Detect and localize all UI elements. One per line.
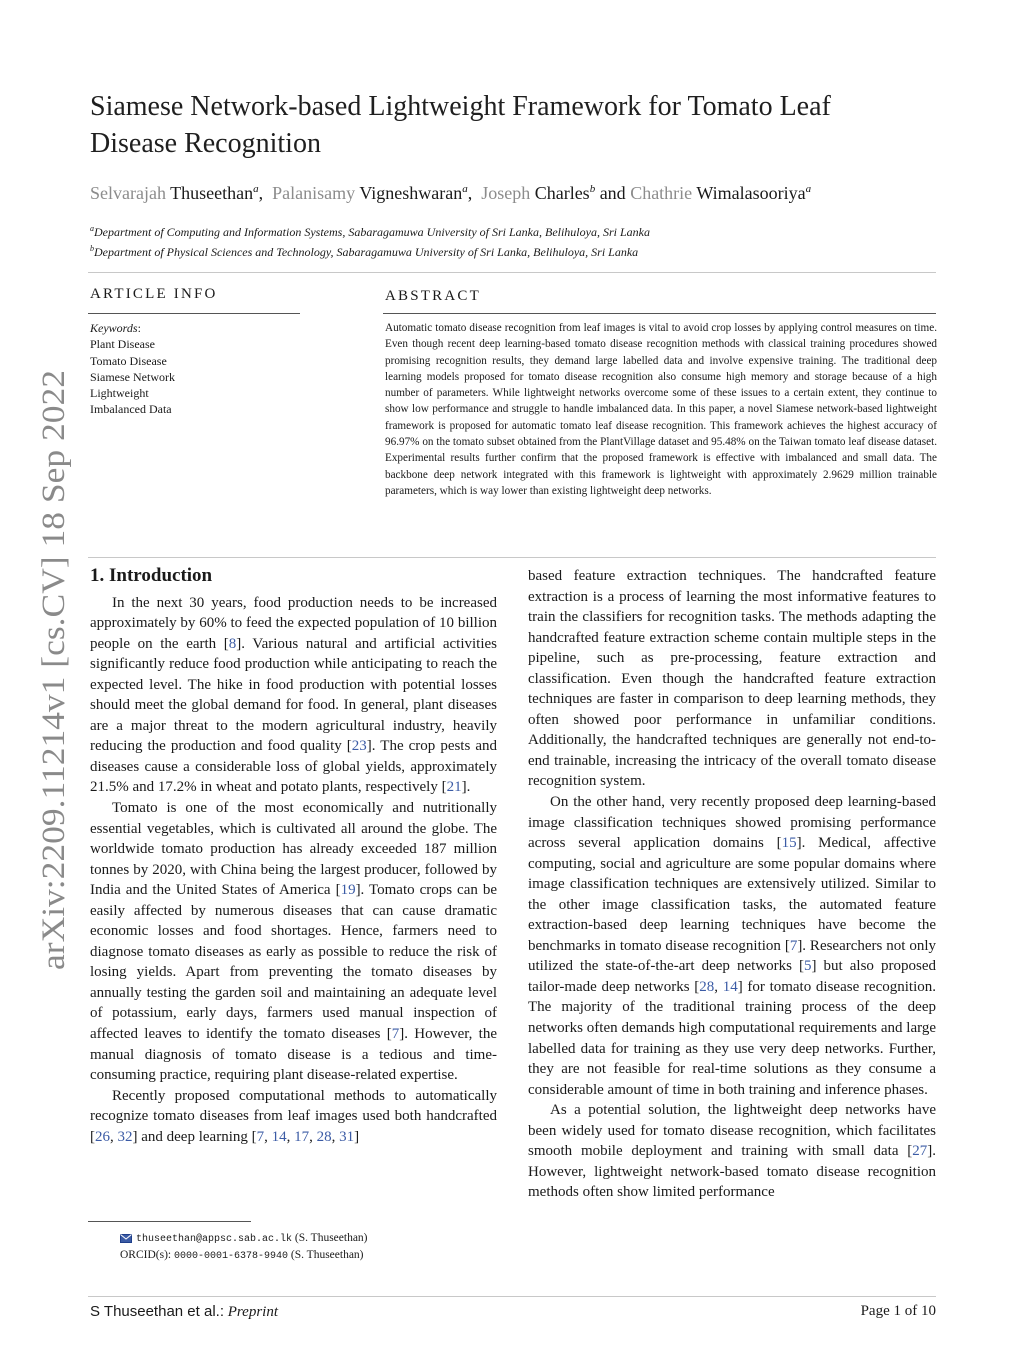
keywords-label: Keywords [90, 321, 138, 335]
footnote-orcid: ORCID(s): 0000-0001-6378-9940 (S. Thuseethan) [120, 1249, 364, 1262]
abstract-rule [383, 313, 936, 314]
abstract-divider [88, 557, 936, 558]
envelope-icon [120, 1234, 132, 1243]
keyword-item: Siamese Network [90, 369, 175, 384]
affiliation-b: $^b$Department of Physical Sciences and Technology, Sabaragamuwa University of Sri Lanka, Belihuloya, Sri Lanka [90, 244, 639, 259]
keyword-item: Imbalanced Data [90, 402, 172, 417]
footnote-rule [88, 1221, 251, 1222]
orcid-id[interactable]: 0000-0001-6378-9940 [174, 1251, 289, 1262]
abstract-heading: ABSTRACT [385, 288, 481, 304]
page-number: Page 1 of 10 [860, 1303, 936, 1319]
paragraph: based feature extraction techniques. The handcrafted feature extraction is a process of learning the most informative features to train the classifiers for recognition tasks. The methods adapting the handcrafted feature extraction scheme contain multiple steps in the pipeline, such as pre-processing, feature extraction and classification. Even though the handcrafted feature extraction techniques are faster in comparison to deep learning methods, they often showed poor performance in unfamiliar conditions. Additionally, the handcrafted techniques are generally not end-to-end trainable, increasing the intricacy of the overall tomato disease recognition system. [528, 568, 936, 790]
abstract-text: Automatic tomato disease recognition from leaf images is vital to avoid crop losses by applying control measures on time. Even though recent deep learning-based tomato disease recognition methods with classical training procedures showed promising recognition results, they demand large labelled data and involve expensive training. The traditional deep learning models proposed for tomato disease recognition also consume high memory and storage because of a high number of parameters. While lightweight networks overcome some of these issues to a certain extent, they continue to show low performance and struggle to handle imbalanced data. In this paper, a novel Siamese network-based lightweight framework is proposed for automatic tomato leaf disease recognition. This framework achieves the highest accuracy of 96.97% on the tomato subset obtained from the PlantVillage dataset and 95.48% on the Taiwan tomato leaf disease dataset. Experimental results further confirm that the proposed framework is effective with imbalanced and small data. The backbone deep network integrated with this framework is lightweight with approximately 2.9629 million trainable parameters, which is way lower than existing lightweight deep networks. [385, 322, 937, 497]
email-address[interactable]: thuseethan@appsc.sab.ac.lk [136, 1234, 293, 1245]
keyword-item: Plant Disease [90, 337, 155, 352]
arxiv-stamp [18, 365, 78, 970]
author-3: Joseph Charles$^b$ [481, 183, 596, 203]
intro-left-column [90, 566, 497, 1147]
paragraph: As a potential solution, the lightweight deep networks have been widely used for tomato disease recognition, which facilitates smooth mobile deployment and training with small data [27]. However, lightweight network-based tomato disease recognition methods often show limited performance [528, 1102, 936, 1201]
footnote-email: thuseethan@appsc.sab.ac.lk (S. Thuseethan) [120, 1230, 368, 1248]
author-4: Chathrie Wimalasooriya$^a$ [630, 183, 812, 203]
keyword-item: Lightweight [90, 386, 149, 401]
paper-title: Siamese Network-based Lightweight Framework for Tomato Leaf Disease Recognition [90, 91, 831, 159]
paragraph: Tomato is one of the most economically and nutritionally essential vegetables, which is cultivated all around the globe. The worldwide tomato production has already exceeded 187 million tonnes by 2020, with China being the largest producer, followed by India and the United States of America [19]. Tomato crops can be easily affected by numerous diseases that can cause dramatic economic losses and food shortages. Hence, farmers need to diagnose tomato diseases as early as possible to reduce the risk of losing yields. Apart from preventing the tomato diseases by annually testing the garden soil and maintaining an adequate level of potassium, early days, farmers used manual inspection of affected leaves to identify the tomato diseases [7]. However, the manual diagnosis of tomato disease is a tedious and time-consuming practice, requiring plant disease-related expertise. [90, 800, 497, 1084]
article-info-heading: ARTICLE INFO [90, 286, 218, 302]
author-list: Selvarajah Thuseethan$^a$, Palanisamy Vigneshwaran$^a$, Joseph Charles$^b$ and Chathrie Wimalasooriya$^a$ [90, 183, 812, 203]
footer-divider [88, 1296, 936, 1297]
paragraph: In the next 30 years, food production needs to be increased approximately by 60% to feed the expected population of 10 billion people on the earth [8]. Various natural and artificial activities significantly reduce food production while anticipating to reach the expected level. The hike in food production with potential losses should meet the global demand for food. In general, plant diseases are a major threat to the modern agricultural industry, heavily reducing the production and food quality [23]. The crop pests and diseases cause a considerable loss of global yields, approximately 21.5% and 17.2% in wheat and potato plants, respectively [21]. [90, 594, 497, 796]
author-2: Palanisamy Vigneshwaran$^a$ [272, 183, 468, 203]
section-heading-introduction: 1. Introduction [90, 565, 213, 586]
footer-left: S Thuseethan et al.: Preprint [90, 1303, 279, 1320]
author-1: Selvarajah Thuseethan$^a$ [90, 183, 259, 203]
keyword-item: Tomato Disease [90, 353, 167, 368]
article-info-rule [88, 313, 300, 314]
arxiv-stamp-text: arXiv:2209.11214v1 [cs.CV] 18 Sep 2022 [36, 412, 72, 970]
keywords-block: Keywords: Plant Disease Tomato Disease Siamese Network Lightweight Imbalanced Data [90, 320, 290, 418]
paragraph: Recently proposed computational methods to automatically recognize tomato diseases from leaf images used both handcrafted [26, 32] and deep learning [7, 14, 17, 28, 31] [90, 1087, 497, 1145]
paragraph: On the other hand, very recently proposed deep learning-based image classification techniques showed promising performance across several application domains [15]. Medical, affective computing, social and agriculture are some popular domains where image classification techniques are extensively utilized. Similar to the other image classification tasks, the automated feature extraction-based deep learning techniques have become the benchmarks in tomato disease recognition [7]. Researchers not only utilized the state-of-the-art deep networks [5] but also proposed tailor-made deep networks [28, 14] for tomato disease recognition. The majority of the traditional training process of the deep networks often demands high computational requirements and large labelled data for training as they use very deep networks. Further, they are not feasible for real-time solutions as they consume a considerable amount of time in both training and inference phases. [528, 794, 937, 1098]
affiliation-a: $^a$Department of Computing and Information Systems, Sabaragamuwa University of Sri Lanka, Belihuloya, Sri Lanka [90, 224, 650, 239]
intro-right-column [528, 566, 936, 1203]
header-divider [88, 272, 936, 273]
